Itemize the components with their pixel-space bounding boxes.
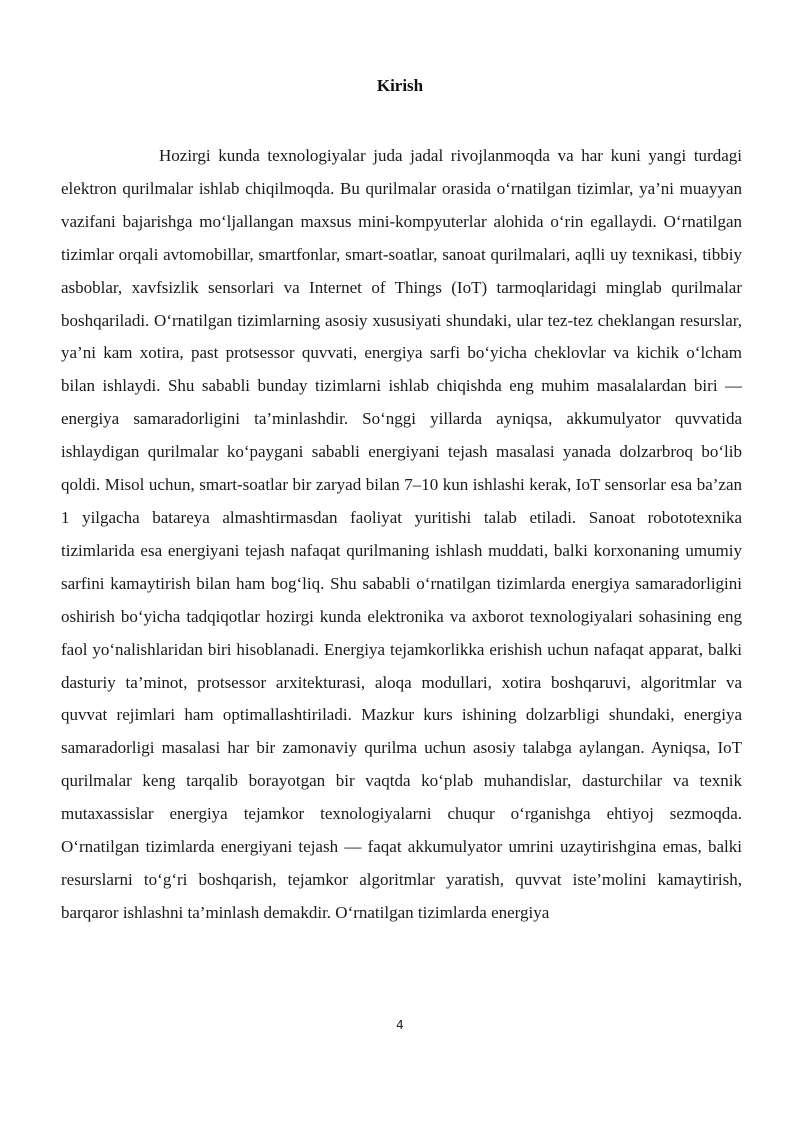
section-title: Kirish [376,76,424,95]
body-paragraph: Hozirgi kunda texnologiyalar juda jadal rivojlanmoqda va har kuni yangi turdagi elektron qurilmalar ishlab chiqilmoqda. Bu qurilmalar orasida o‘rnatilgan tizimlar, ya’ni muayyan vazifani bajarishga mo‘ljallangan maxsus mini-kompyuterlar alohida o‘rin egallaydi. O‘rnatilgan tizimlar orqali avtomobillar, smartfonlar, smart-soatlar, sanoat qurilmalari, aqlli uy texnikasi, tibbiy asboblar, xavfsizlik sensorlari va Internet of Things (IoT) tarmoqlaridagi minglab qurilmalar boshqariladi. O‘rnatilgan tizimlarning asosiy xususiyati shundaki, ular tez-tez cheklangan resurslar, ya’ni kam xotira, past protsessor quvvati, energiya sarfi bo‘yicha cheklovlar va kichik o‘lcham bilan ishlaydi. Shu sababli bunday tizimlarni ishlab chiqishda eng muhim masalalardan biri — energiya samaradorligini ta’minlashdir. So‘nggi yillarda ayniqsa, akkumulyator quvvatida ishlaydigan qurilmalar ko‘paygani sababli energiyani tejash masalasi yanada dolzarbroq bo‘lib qoldi. Misol uchun, smart-soatlar bir zaryad bilan 7–10 kun ishlashi kerak, IoT sensorlar esa ba’zan 1 yilgacha batareya almashtirmasdan faoliyat yuritishi talab etiladi. Sanoat robototexnika tizimlarida esa energiyani tejash nafaqat qurilmaning ishlash muddati, balki korxonaning umumiy sarfini kamaytirish bilan ham bog‘liq. Shu sababli o‘rnatilgan tizimlarda energiya samaradorligini oshirish bo‘yicha tadqiqotlar hozirgi kunda elektronika va axborot texnologiyalari sohasining eng faol yo‘nalishlaridan biri hisoblanadi. Energiya tejamkorlikka erishish uchun nafaqat apparat, balki dasturiy ta’minot, protsessor arxitekturasi, aloqa modullari, xotira boshqaruvi, algoritmlar va quvvat rejimlari ham optimallashtiriladi. Mazkur kurs ishining dolzarbligi shundaki, energiya samaradorligi masalasi har bir zamonaviy qurilma uchun asosiy talabga aylangan. Ayniqsa, IoT qurilmalar keng tarqalib borayotgan bir vaqtda ko‘plab muhandislar, dasturchilar va texnik mutaxassislar energiya tejamkor texnologiyalarni chuqur o‘rganishga ehtiyoj sezmoqda. O‘rnatilgan tizimlarda energiyani tejash — faqat akkumulyator umrini uzaytirishgina emas, balki resurslarni to‘g‘ri boshqarish, tejamkor algoritmlar yaratish, quvvat iste’molini kamaytirish, barqaror ishlashni ta’minlash demakdir. O‘rnatilgan tizimlarda energiya [61,146,742,922]
page-number: 4 [396,1018,404,1032]
